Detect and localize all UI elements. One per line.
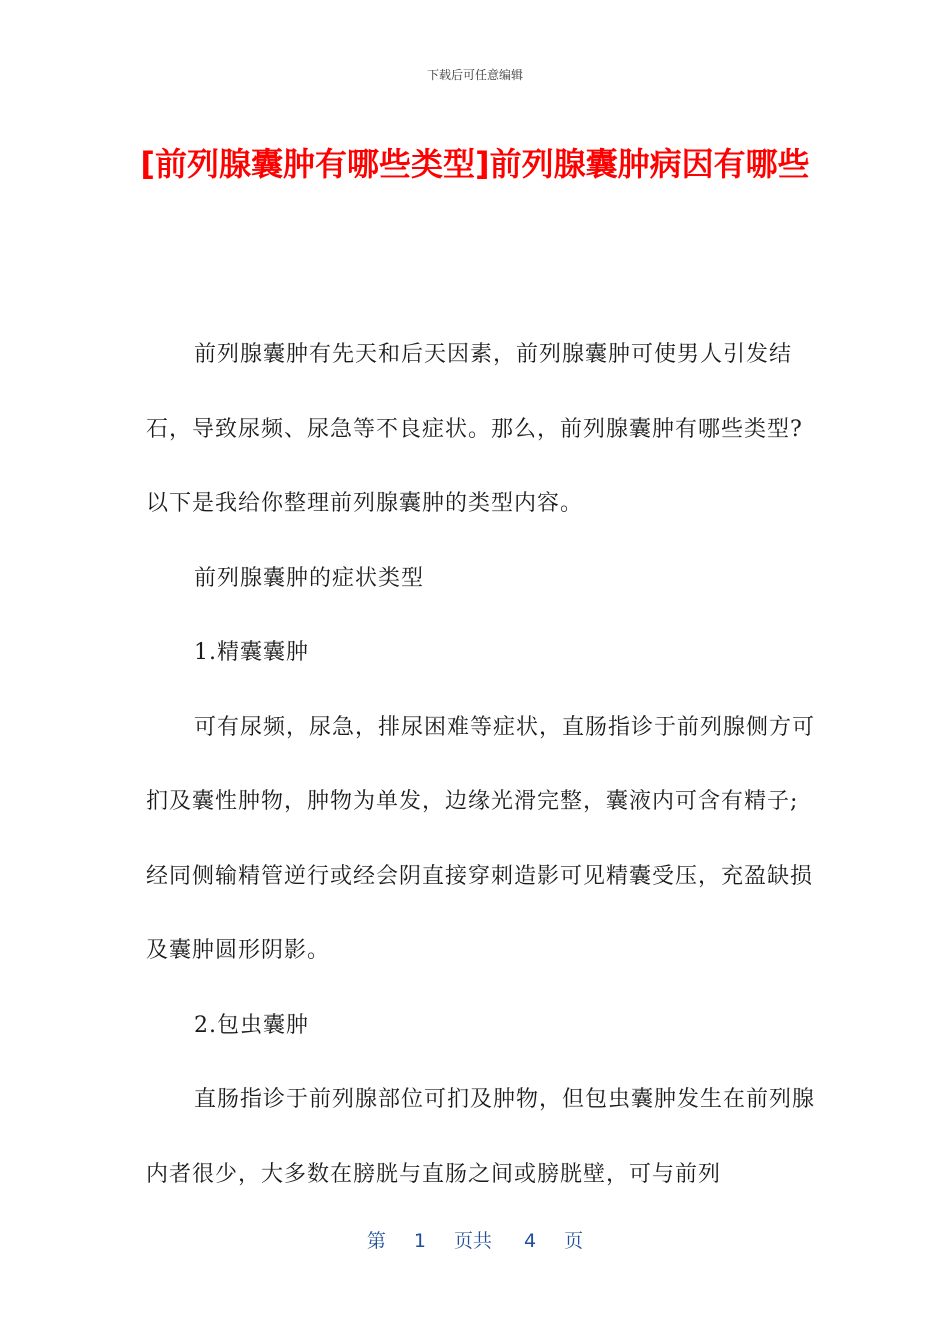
document-title: [前列腺囊肿有哪些类型]前列腺囊肿病因有哪些 [140,145,810,183]
paragraph-seminal-vesicle-cyst: 可有尿频，尿急，排尿困难等症状，直肠指诊于前列腺侧方可扪及囊性肿物，肿物为单发，边缘光滑完整，囊液内可含有精子;经同侧输精管逆行或经会阴直接穿刺造影可见精囊受压，充盈缺损及囊肿圆形阴影。 [146,714,816,963]
page-footer [0,1226,950,1253]
footer-middle: 页共 [453,1230,492,1252]
paragraph-intro: 前列腺囊肿有先天和后天因素，前列腺囊肿可使男人引发结石，导致尿频、尿急等不良症状。那么，前列腺囊肿有哪些类型?以下是我给你整理前列腺囊肿的类型内容。 [146,342,803,516]
subheading-seminal-vesicle-cyst: 1.精囊囊肿 [194,640,309,665]
subheading-hydatid-cyst: 2.包虫囊肿 [194,1012,309,1038]
footer-page-number: 1 [413,1230,426,1252]
paragraph-hydatid-cyst: 直肠指诊于前列腺部位可扪及肿物，但包虫囊肿发生在前列腺内者很少，大多数在膀胱与直肠之间或膀胱壁，可与前列 [146,1087,816,1187]
footer-prefix: 第 [366,1230,386,1252]
footer-suffix: 页 [564,1230,584,1252]
header-note: 下载后可任意编辑 [426,68,523,82]
footer-total-pages: 4 [524,1230,537,1252]
section-heading-symptom-types: 前列腺囊肿的症状类型 [194,565,425,591]
document-body [146,318,818,1212]
